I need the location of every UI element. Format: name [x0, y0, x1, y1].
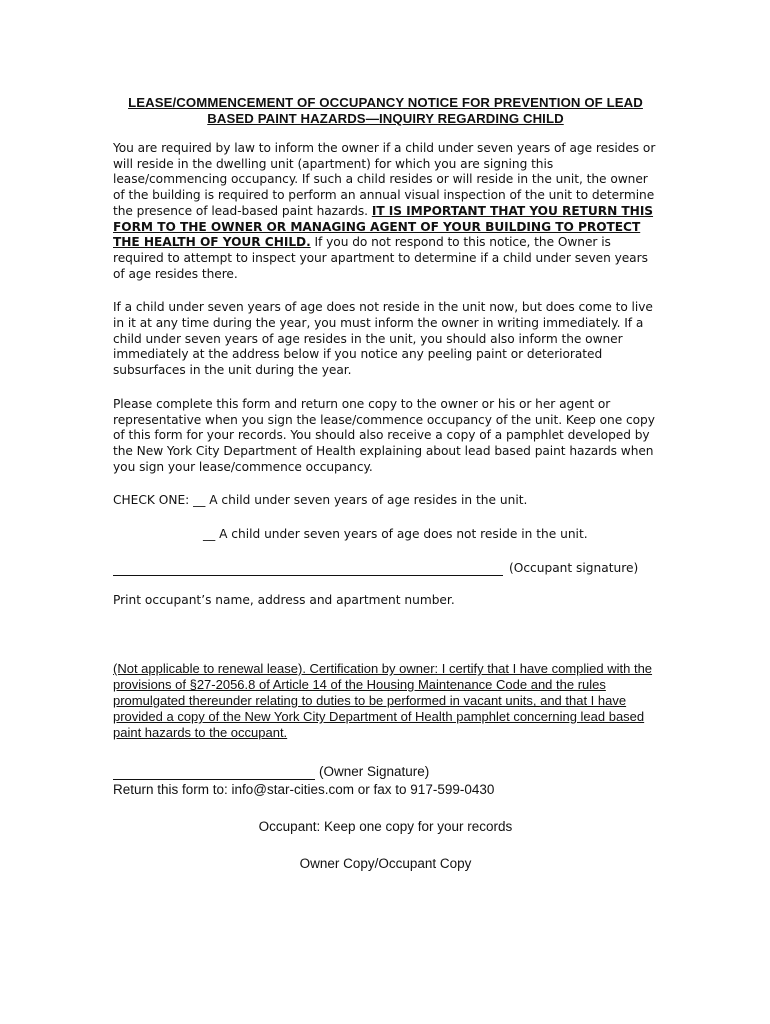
check-option-resides: [113, 493, 658, 509]
print-occupant-instruction: Print occupant’s name, address and apartment number.: [113, 593, 455, 608]
owner-signature-row: [113, 763, 658, 780]
copy-designation: Owner Copy/Occupant Copy: [299, 856, 472, 872]
paragraph-1-important-notice: IT IS IMPORTANT THAT YOU RETURN THIS FORM TO THE OWNER OR MANAGING AGENT OF YOUR BUILDING TO PROTECT THE HEALTH OF YOUR CHILD.: [113, 203, 654, 250]
owner-signature-label: (Owner Signature): [319, 764, 430, 780]
occupant-signature-row: [113, 561, 658, 577]
occupant-signature-line[interactable]: [113, 563, 503, 576]
check-option-not-resides: [113, 527, 658, 543]
owner-signature-line[interactable]: [113, 767, 315, 780]
paragraph-notice-requirement: [113, 141, 658, 282]
paragraph-complete-form: Please complete this form and return one copy to the owner or his or her agent or representative when you sign the lease/commence occupancy of the unit. Keep one copy of this form for your records. You should also receive a copy of a pamphlet developed by the New York City Department of Health explaining about lead based paint hazards when you sign your lease/commence occupancy.: [113, 396, 655, 474]
return-instructions: Return this form to: info@star-cities.com or fax to 917-599-0430: [113, 782, 495, 798]
occupant-keep-copy-note: Occupant: Keep one copy for your records: [258, 819, 513, 835]
option-not-resides-label: A child under seven years of age does not reside in the unit.: [219, 527, 588, 542]
occupant-signature-label: (Occupant signature): [509, 560, 639, 575]
title-line-1: LEASE/COMMENCEMENT OF OCCUPANCY NOTICE FOR PREVENTION OF LEAD: [128, 95, 643, 110]
checkbox-blank-resides[interactable]: __: [193, 493, 206, 508]
paragraph-1-outro: If you do not respond to this notice, the Owner is required to attempt to inspect your apartment to determine if a child under seven years of age resides there.: [113, 235, 648, 281]
paragraph-child-moves-in: If a child under seven years of age does not reside in the unit now, but does come to live in it at any time during the year, you must inform the owner in writing immediately. If a child under seven years of age resides in the unit, you should also inform the owner immediately at the address below if you notice any peeling paint or deteriorated subsurfaces in the unit during the year.: [113, 300, 653, 378]
check-one-label: CHECK ONE:: [113, 493, 190, 508]
owner-certification: (Not applicable to renewal lease). Certification by owner: I certify that I have complied with the provisions of §27-2056.8 of Article 14 of the Housing Maintenance Code and the rules promulgated thereunder relating to duties to be performed in vacant units, and that I have provided a copy of the New York City Department of Health pamphlet concerning lead based paint hazards to the occupant.: [113, 661, 653, 741]
document-title: [113, 95, 658, 126]
title-line-2: BASED PAINT HAZARDS—INQUIRY REGARDING CHILD: [207, 110, 564, 126]
checkbox-blank-not-resides[interactable]: __: [203, 527, 216, 542]
paragraph-1-intro: You are required by law to inform the owner if a child under seven years of age resides or will reside in the dwelling unit (apartment) for which you are signing this lease/commencing occupancy. If such a child resides or will reside in the unit, the owner of the building is required to perform an annual visual inspection of the unit to determine the presence of lead-based paint hazards.: [113, 141, 656, 218]
option-resides-label: A child under seven years of age resides in the unit.: [209, 493, 528, 508]
lead-paint-notice-form: [113, 95, 658, 892]
